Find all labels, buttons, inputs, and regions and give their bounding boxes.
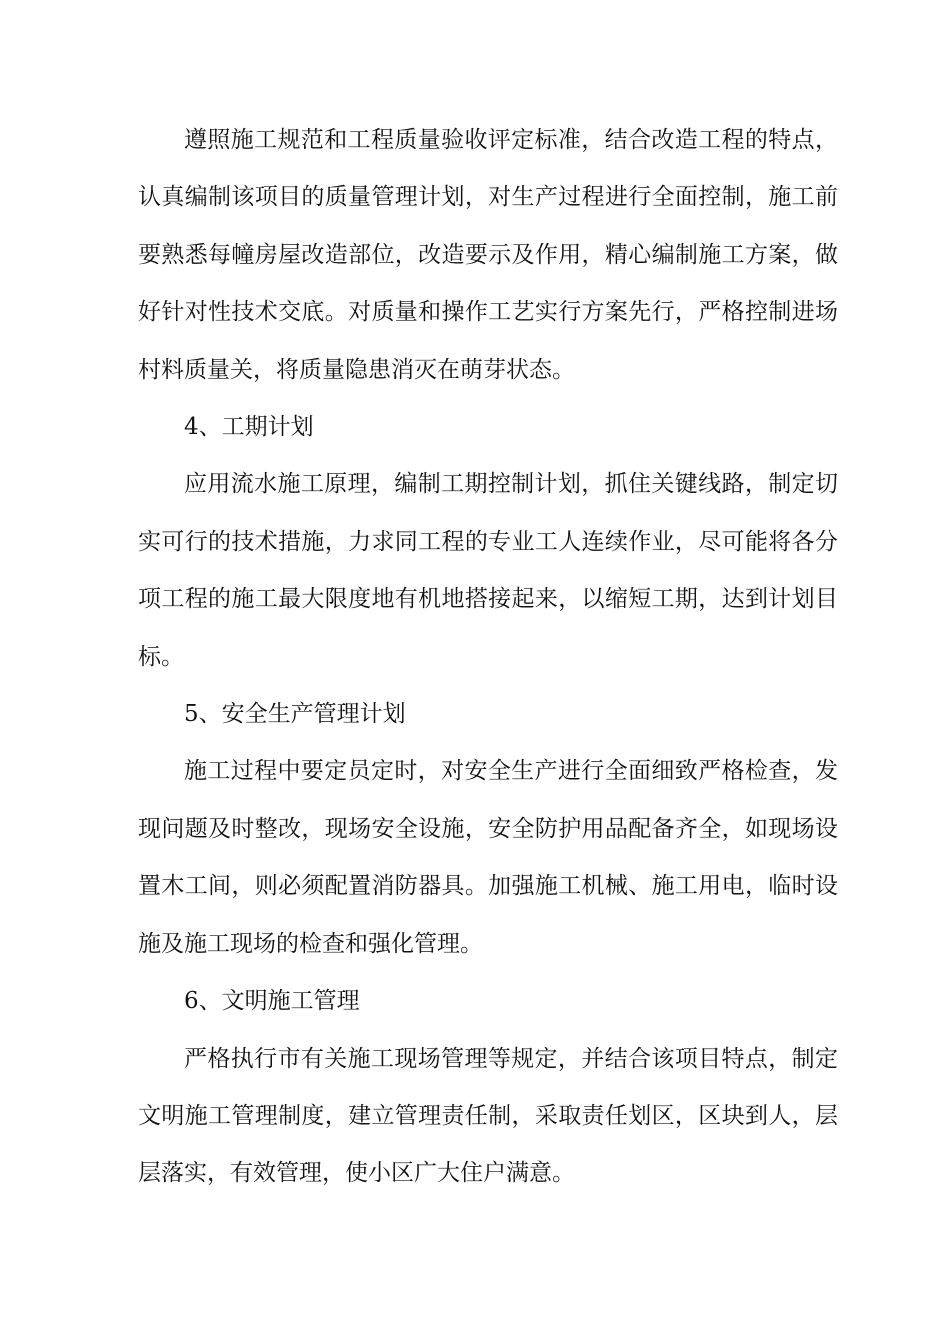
paragraph-safety-plan: 施工过程中要定员定时，对安全生产进行全面细致严格检查，发现问题及时整改，现场安全设施，安全防护用品配备齐全，如现场设置木工间，则必须配置消防器具。加强施工机械、施工用电，临时设施及施工现场的检查和强化管理。 bbox=[138, 758, 838, 957]
heading-safety-plan: 5、安全生产管理计划 bbox=[184, 701, 406, 728]
heading-civilized-construction: 6、文明施工管理 bbox=[184, 988, 360, 1015]
paragraph-quality-plan: 遵照施工规范和工程质量验收评定标准，结合改造工程的特点，认真编制该项目的质量管理计划，对生产过程进行全面控制，施工前要熟悉每幢房屋改造部位，改造要示及作用，精心编制施工方案，做好针对性技术交底。对质量和操作工艺实行方案先行，严格控制进场村料质量关，将质量隐患消灭在萌芽状态。 bbox=[138, 127, 838, 383]
paragraph-schedule-plan: 应用流水施工原理，编制工期控制计划，抓住关键线路，制定切实可行的技术措施，力求同工程的专业工人连续作业，尽可能将各分项工程的施工最大限度地有机地搭接起来，以缩短工期，达到计划目标。 bbox=[138, 471, 838, 670]
heading-schedule-plan: 4、工期计划 bbox=[184, 414, 314, 441]
document-body bbox=[138, 112, 838, 1203]
paragraph-civilized-construction: 严格执行市有关施工现场管理等规定，并结合该项目特点，制定文明施工管理制度，建立管理责任制，采取责任划区，区块到人，层层落实，有效管理，使小区广大住户满意。 bbox=[138, 1045, 838, 1187]
